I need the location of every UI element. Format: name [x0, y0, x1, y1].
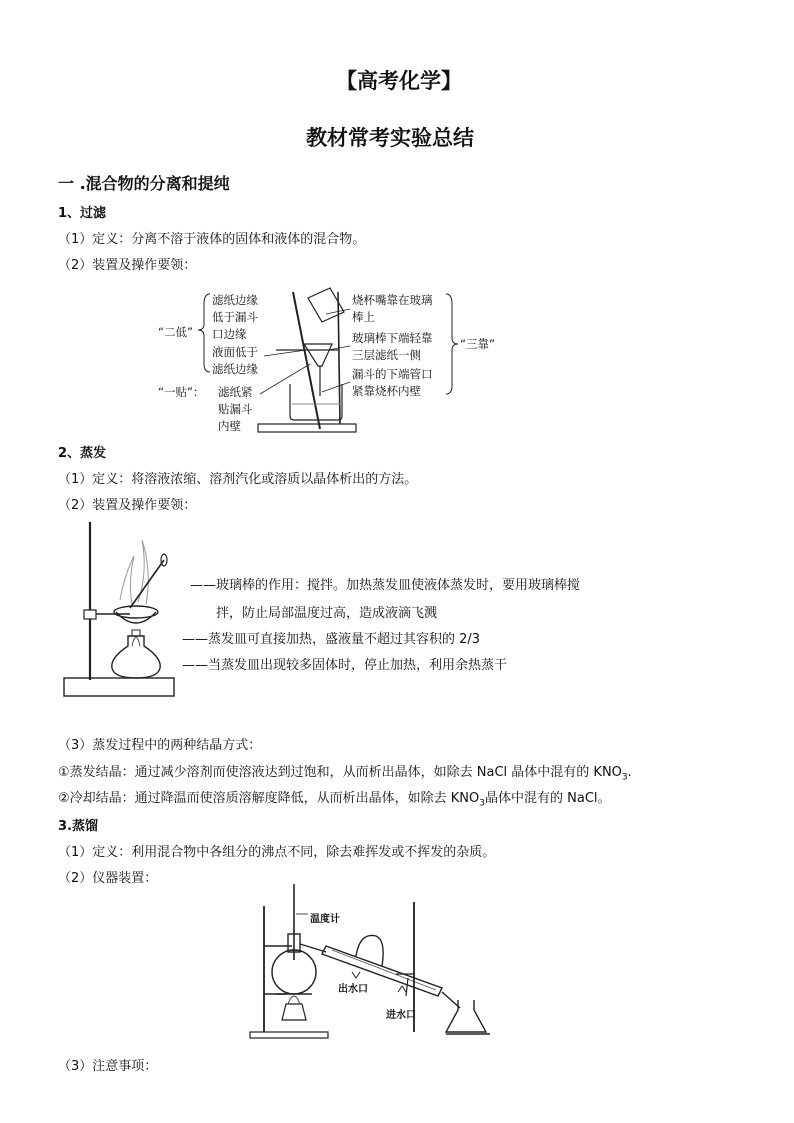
crystallization-heading: （3）蒸发过程中的两种结晶方式：	[58, 738, 262, 753]
evaporation-note-glass-rod-cont: 拌，防止局部温度过高，造成液滴飞溅	[216, 606, 438, 621]
crystallization-evaporative: ①蒸发结晶：通过减少溶剂而使溶液达到过饱和，从而析出晶体，如除去 NaCl 晶体中混有的 $KNO_3$.	[58, 765, 632, 783]
evaporation-apparatus-drawing	[60, 516, 180, 700]
sankao-point-1: 烧杯嘴靠在玻璃 棒上	[352, 293, 433, 324]
thermometer-label: 温度计	[310, 914, 340, 925]
sankao-point-2: 玻璃棒下端轻靠 三层滤纸一侧	[352, 331, 433, 362]
filtration-apparatus-label: （2）装置及操作要领：	[58, 258, 197, 273]
filtration-apparatus-drawing	[150, 284, 510, 439]
evaporation-definition: （1）定义：将溶液浓缩、溶剂汽化或溶质以晶体析出的方法。	[58, 472, 418, 487]
sankao-label: “三靠”	[460, 337, 495, 351]
distillation-apparatus-label: （2）仪器装置：	[58, 871, 158, 886]
filtration-diagram	[150, 284, 510, 439]
water-inlet-label: 进水口	[386, 1010, 416, 1021]
evaporation-diagram	[60, 516, 180, 700]
crystallization-cooling: ②冷却结晶：通过降温而使溶质溶解度降低，从而析出晶体，如除去 $KNO_3$晶体中混有的 NaCl。	[58, 791, 611, 809]
section-heading-separation: 一 .混合物的分离和提纯	[58, 174, 230, 193]
filtration-heading: 1、过滤	[58, 206, 107, 221]
evaporation-apparatus-label: （2）装置及操作要领：	[58, 498, 197, 513]
evaporation-heading: 2、蒸发	[58, 446, 107, 461]
erdi-point-2: 液面低于 滤纸边缘	[212, 345, 258, 376]
distillation-definition: （1）定义：利用混合物中各组分的沸点不同，除去难挥发或不挥发的杂质。	[58, 845, 496, 860]
evaporation-note-stop-heating: ——当蒸发皿出现较多固体时，停止加热，利用余热蒸干	[182, 658, 508, 673]
doc-subtitle: 教材常考实验总结	[306, 126, 474, 150]
evaporation-note-dish: ——蒸发皿可直接加热，盛液量不超过其容积的 2/3	[182, 632, 481, 647]
filtration-definition: （1）定义：分离不溶于液体的固体和液体的混合物。	[58, 232, 366, 247]
yitie-label: “一贴”：	[158, 385, 205, 399]
evaporation-note-glass-rod: ——玻璃棒的作用：搅拌。加热蒸发皿使液体蒸发时，要用玻璃棒搅	[190, 578, 581, 593]
distillation-heading: 3.蒸馏	[58, 819, 98, 834]
yitie-point: 滤纸紧 贴漏斗 内壁	[218, 385, 253, 433]
water-outlet-label: 出水口	[338, 984, 368, 995]
distillation-apparatus-drawing	[246, 880, 496, 1040]
distillation-diagram	[246, 880, 496, 1040]
doc-title: 【高考化学】	[336, 69, 462, 93]
distillation-notes-heading: （3）注意事项：	[58, 1059, 158, 1074]
sankao-point-3: 漏斗的下端管口 紧靠烧杯内壁	[352, 367, 433, 398]
erdi-label: “二低”	[158, 325, 193, 339]
erdi-point-1: 滤纸边缘 低于漏斗 口边缘	[212, 293, 258, 341]
